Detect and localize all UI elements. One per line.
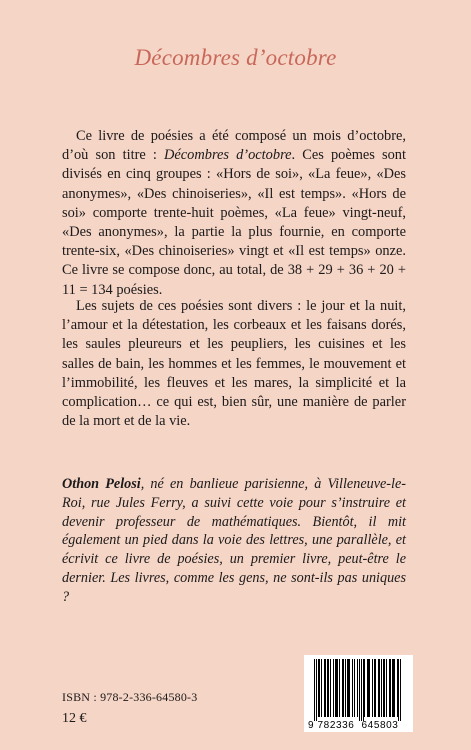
para2-text: Les sujets de ces poésies sont divers : le jour et la nuit, l’amour et la détestation, les corbeaux et les faisans dorés, les saules pleureurs et les peupliers, les cuisines et les salles de bain, les hommes et les femmes, le mouvement et l’immobilité, les fleuves et les mares, la simplicité et la complication… ce qui est, bien sûr, une manière de parler de la mort et de la vie. (62, 298, 406, 430)
barcode-bar (337, 659, 338, 717)
barcode-bar (354, 659, 355, 717)
barcode-bar (352, 659, 353, 717)
barcode (304, 655, 413, 732)
barcode-bar (319, 659, 320, 717)
barcode-bar (327, 659, 328, 717)
barcode-bar (397, 659, 398, 717)
barcode-bar (369, 659, 370, 717)
book-title: Décombres d’octobre (134, 45, 337, 70)
para1-title-ref: Décombres d’octobre (164, 147, 292, 164)
barcode-bar (400, 659, 401, 721)
barcode-bar (372, 659, 373, 717)
barcode-left-digits: 782336 (317, 720, 355, 731)
barcode-bar (325, 659, 326, 717)
barcode-bar (364, 659, 365, 717)
barcode-bar (348, 659, 349, 717)
barcode-bar (328, 659, 329, 717)
barcode-bar (359, 659, 360, 721)
barcode-bar (345, 659, 346, 717)
barcode-bar (335, 659, 336, 717)
barcode-bar (392, 659, 393, 717)
barcode-bar (318, 659, 319, 717)
summary-paragraph-2 (62, 297, 406, 431)
barcode-bar (398, 659, 399, 721)
barcode-bar (343, 659, 344, 717)
barcode-bar (347, 659, 348, 717)
para1-text-b: . Ces poèmes sont divisés en cinq groupes : «Hors de soi», «La feue», «Des anonymes», «Des chinoiseries», «Il est temps». «Hors de soi» comporte trente-huit poèmes, «La feue» vingt-neuf, «Des anonymes», la partie la plus fournie, en comporte trente-six, «Des chinoiseries» vingt et «Il est temps» onze. Ce livre se compose donc, au total, de 38 + 29 + 36 + 20 + 11 = 134 poésies. (62, 147, 406, 298)
barcode-bar (361, 659, 362, 721)
author-bio-text: , né en banlieue parisienne, à Villeneuve-le-Roi, rue Jules Ferry, a suivi cette voie pour s’instruire et devenir professeur de mathématiques. Bientôt, il mit également un pied dans la voie des lettres, une parallèle, et écrivit ce livre de poésies, un premier livre, peut-être le dernier. Les livres, comme les gens, ne sont-ils pas uniques ? (62, 476, 406, 605)
barcode-bar (393, 659, 394, 717)
para1-text-a: Ce livre de poésies a été composé un mois d’octobre, d’où son titre : (62, 128, 406, 164)
barcode-bar (330, 659, 331, 717)
barcode-bar (379, 659, 380, 717)
author-name: Othon Pelosi (62, 476, 141, 492)
barcode-bar (342, 659, 343, 717)
barcode-bar (390, 659, 391, 717)
barcode-bar (368, 659, 369, 717)
barcode-bar (389, 659, 390, 717)
barcode-bar (316, 659, 317, 721)
barcode-bar (321, 659, 322, 717)
barcode-bar (367, 659, 368, 717)
author-bio (62, 475, 406, 607)
barcode-right-digits: 645803 (361, 720, 399, 731)
barcode-bar (363, 659, 364, 721)
barcode-bar (333, 659, 334, 717)
price-label: 12 € (62, 711, 87, 726)
barcode-bar (386, 659, 387, 717)
summary-paragraph-1 (62, 127, 406, 300)
isbn-label: ISBN : 978-2-336-64580-3 (62, 690, 198, 704)
barcode-bar (349, 659, 350, 717)
barcode-bar (383, 659, 384, 717)
barcode-graphic (304, 655, 413, 732)
barcode-bar (378, 659, 379, 717)
barcode-bar (324, 659, 325, 717)
barcode-bar (375, 659, 376, 717)
barcode-bar (394, 659, 395, 717)
barcode-bar (384, 659, 385, 717)
barcode-bar (339, 659, 340, 717)
barcode-bar (357, 659, 358, 717)
barcode-bar (374, 659, 375, 717)
barcode-bar (381, 659, 382, 717)
barcode-first-digit: 9 (308, 720, 314, 731)
barcode-bar (314, 659, 315, 721)
barcode-bar (336, 659, 337, 717)
